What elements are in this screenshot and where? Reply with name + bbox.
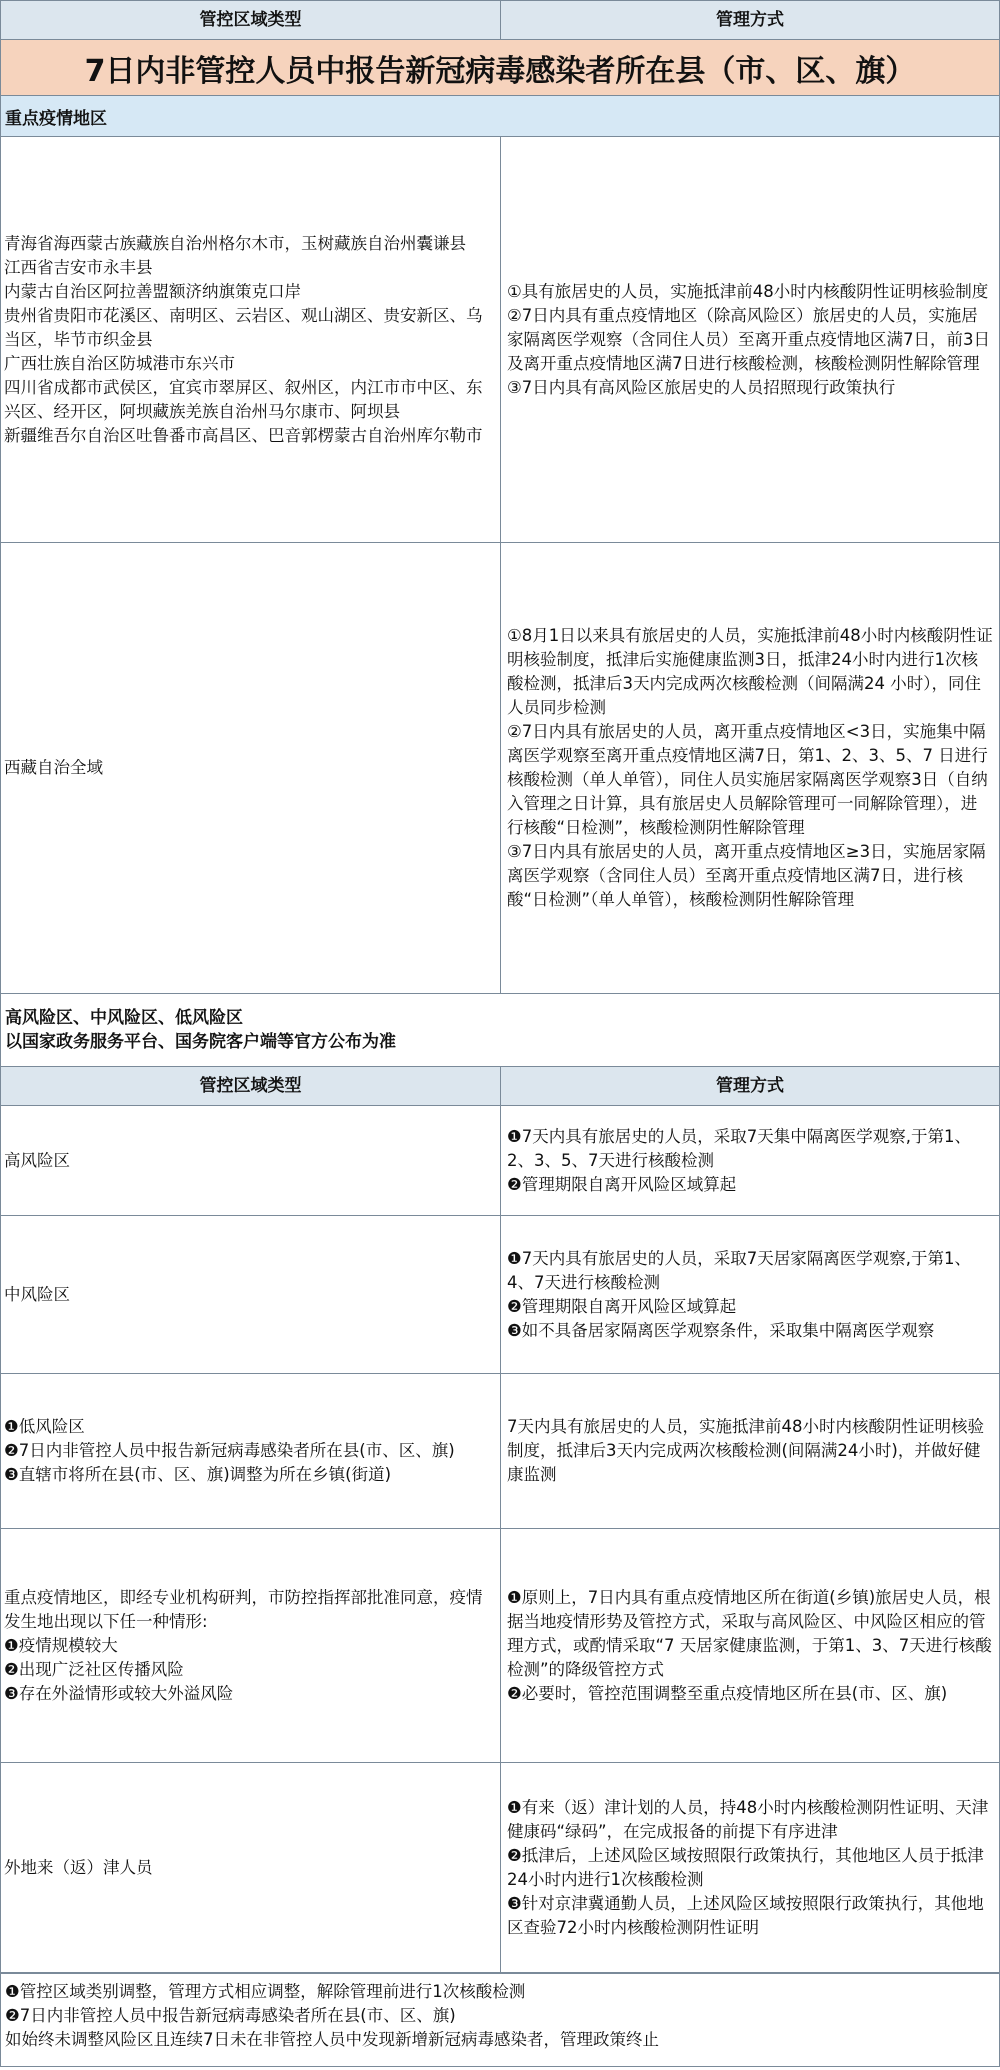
footer-notes: ❶管控区域类别调整，管理方式相应调整，解除管理前进行1次核酸检测 ❷7日内非管控人员中报告新冠病毒感染者所在县(市、区、旗) 如始终未调整风险区且连续7日未在非管控人员中发现新增新冠病毒感染者，管理政策终止 <box>0 1973 1000 2067</box>
table-header <box>0 0 1000 40</box>
table-header <box>0 1066 1000 1106</box>
region-type: 高风险区 <box>4 1150 70 1170</box>
region-type: ❶低风险区 ❷7日内非管控人员中报告新冠病毒感染者所在县(市、区、旗) ❸直辖市将所在县(市、区、旗)调整为所在乡镇(街道) <box>4 1417 455 1484</box>
table-row <box>0 1216 1000 1374</box>
page-title: 7日内非管控人员中报告新冠病毒感染者所在县（市、区、旗） <box>0 40 1000 95</box>
table-row <box>0 137 1000 543</box>
management-text: ❶7天内具有旅居史的人员，采取7天居家隔离医学观察,于第1、4、7天进行核酸检测 ❷管理期限自离开风险区域算起 ❸如不具备居家隔离医学观察条件，采取集中隔离医学观察 <box>500 1216 999 1373</box>
table-row <box>0 1529 1000 1763</box>
region-list: 西藏自治全域 <box>4 758 103 777</box>
section-key-areas: 重点疫情地区 <box>0 95 1000 137</box>
table-row <box>0 1763 1000 1973</box>
table-row <box>0 1374 1000 1529</box>
risk-area-note: 高风险区、中风险区、低风险区 以国家政务服务平台、国务院客户端等官方公布为准 <box>0 994 1000 1066</box>
header-management: 管理方式 <box>500 1 999 39</box>
management-text: ❶有来（返）津计划的人员，持48小时内核酸检测阴性证明、天津健康码“绿码”，在完成报备的前提下有序进津 ❷抵津后，上述风险区域按照限行政策执行，其他地区人员于抵津24小时内进行1次核酸检测 ❸针对京津冀通勤人员，上述风险区域按照限行政策执行，其他地区查验72小时内核酸检测阴性证明 <box>500 1763 999 1972</box>
management-text: ❶原则上，7日内具有重点疫情地区所在街道(乡镇)旅居史人员，根据当地疫情形势及管控方式，采取与高风险区、中风险区相应的管理方式，或酌情采取“7 天居家健康监测，于第1、3、7天进行核酸检测”的降级管控方式 ❷必要时，管控范围调整至重点疫情地区所在县(市、区、旗) <box>500 1529 999 1762</box>
header-management: 管理方式 <box>500 1067 999 1105</box>
header-region-type: 管控区域类型 <box>199 1076 302 1096</box>
management-text: 7天内具有旅居史的人员，实施抵津前48小时内核酸阴性证明核验制度，抵津后3天内完成两次核酸检测(间隔满24小时)，并做好健康监测 <box>500 1374 999 1528</box>
table-row <box>0 1106 1000 1216</box>
region-type: 重点疫情地区，即经专业机构研判，市防控指挥部批准同意，疫情发生地出现以下任一种情形: ❶疫情规模较大 ❷出现广泛社区传播风险 ❸存在外溢情形或较大外溢风险 <box>4 1587 483 1703</box>
header-region-type: 管控区域类型 <box>199 10 302 30</box>
region-list: 青海省海西蒙古族藏族自治州格尔木市，玉树藏族自治州囊谦县 江西省吉安市永丰县 内蒙古自治区阿拉善盟额济纳旗策克口岸 贵州省贵阳市花溪区、南明区、云岩区、观山湖区、贵安新区、乌当区，毕节市织金县 广西壮族自治区防城港市东兴市 四川省成都市武侯区，宜宾市翠屏区、叙州区，内江市市中区、东兴区、经开区，阿坝藏族羌族自治州马尔康市、阿坝县 新疆维吾尔自治区吐鲁番市高昌区、巴音郭楞蒙古自治州库尔勒市 <box>4 233 483 445</box>
management-text: ①8月1日以来具有旅居史的人员，实施抵津前48小时内核酸阴性证明核验制度，抵津后实施健康监测3日，抵津24小时内进行1次核酸检测，抵津后3天内完成两次核酸检测（间隔满24 小时），同住人员同步检测 ②7日内具有旅居史的人员，离开重点疫情地区<3日，实施集中隔离医学观察至离开重点疫情地区满7日，第1、2、3、5、7 日进行核酸检测（单人单管），同住人员实施居家隔离医学观察3日（自纳入管理之日计算，具有旅居史人员解除管理可一同解除管理），进行核酸“日检测”，核酸检测阴性解除管理 ③7日内具有旅居史的人员，离开重点疫情地区≥3日，实施居家隔离医学观察（含同住人员）至离开重点疫情地区满7日，进行核酸“日检测”（单人单管），核酸检测阴性解除管理 <box>500 543 999 993</box>
management-text: ①具有旅居史的人员，实施抵津前48小时内核酸阴性证明核验制度 ②7日内具有重点疫情地区（除高风险区）旅居史的人员，实施居家隔离医学观察（含同住人员）至离开重点疫情地区满7日，前3日及离开重点疫情地区满7日进行核酸检测，核酸检测阴性解除管理 ③7日内具有高风险区旅居史的人员招照现行政策执行 <box>500 137 999 542</box>
table-row <box>0 543 1000 994</box>
region-type: 中风险区 <box>4 1284 70 1304</box>
management-text: ❶7天内具有旅居史的人员，采取7天集中隔离医学观察,于第1、2、3、5、7天进行核酸检测 ❷管理期限自离开风险区域算起 <box>500 1106 999 1215</box>
region-type: 外地来（返）津人员 <box>4 1857 153 1877</box>
